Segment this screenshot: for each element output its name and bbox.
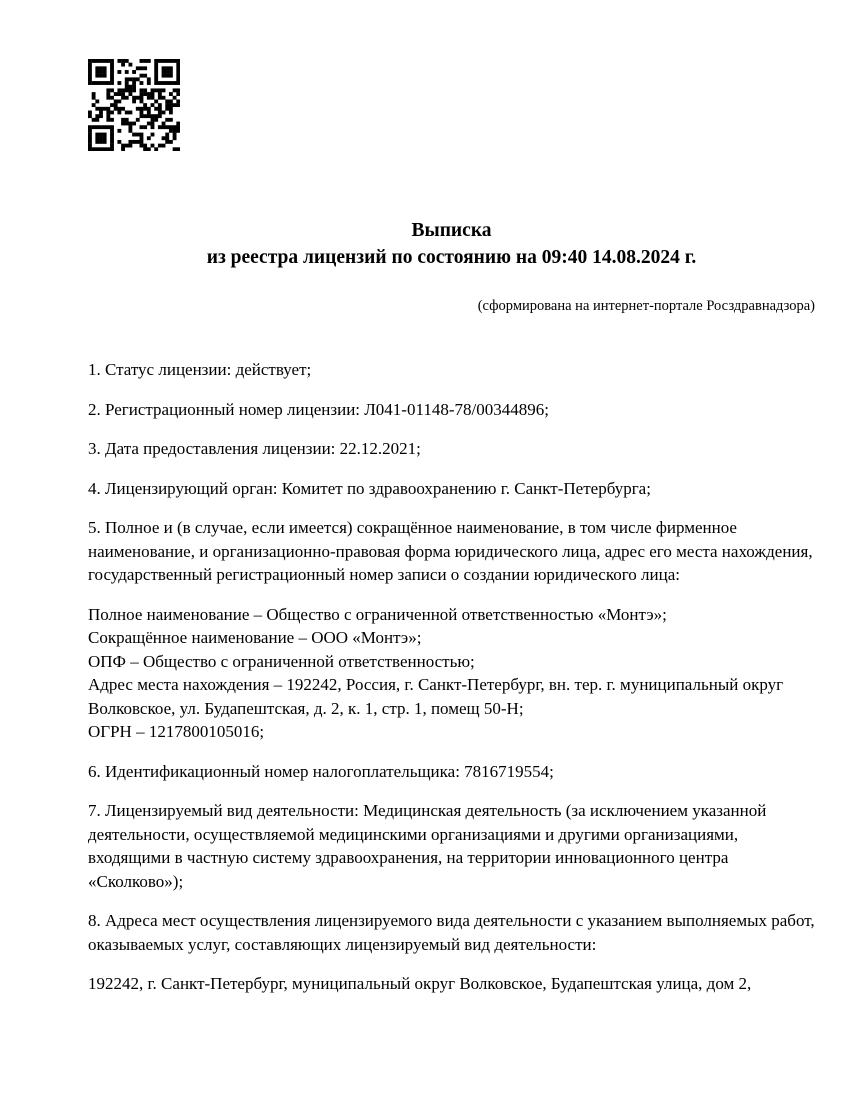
qr-code-icon [88,59,180,151]
item-activity-addresses-heading: 8. Адреса мест осуществления лицензируемого вида деятельности с указанием выполняемых работ, оказываемых услуг, составляющих лицензируемый вид деятельности: [88,911,815,954]
org-short-name: Сокращённое наименование – ООО «Монтэ»; [88,628,422,647]
item-inn: 6. Идентификационный номер налогоплательщика: 7816719554; [88,761,554,781]
document-subtitle: (сформирована на интернет-портале Росздравнадзора) [477,298,815,314]
title-line-1: Выписка [411,220,492,241]
item-licensed-activity: 7. Лицензируемый вид деятельности: Медицинская деятельность (за исключением указанной деятельности, осуществляемой медицинскими организациями и другими организациями, входящими в частную систему здравоохранения, на территории инновационного центра «Сколково»); [88,801,767,891]
org-full-name: Полное наименование – Общество с ограниченной ответственностью «Монтэ»; [88,604,667,624]
item-organization-heading: 5. Полное и (в случае, если имеется) сокращённое наименование, в том числе фирменное наименование, и организационно-правовая форма юридического лица, адрес его места нахождения, государственный регистрационный номер записи о создании юридического лица: [88,518,813,584]
org-opf: ОПФ – Общество с ограниченной ответственностью; [88,651,475,671]
document-title [88,217,815,271]
title-line-2: из реестра лицензий по состоянию на 09:40 14.08.2024 г. [206,247,697,268]
item-licensing-authority: 4. Лицензирующий орган: Комитет по здравоохранению г. Санкт-Петербурга; [88,478,651,498]
qr-code-svg [88,59,180,151]
org-ogrn: ОГРН – 1217800105016; [88,722,265,741]
item-license-status: 1. Статус лицензии: действует; [88,360,312,379]
document-body [88,217,815,1012]
item-grant-date: 3. Дата предоставления лицензии: 22.12.2021; [88,439,421,458]
org-address: Адрес места нахождения – 192242, Россия, г. Санкт-Петербург, вн. тер. г. муниципальный округ Волковское, ул. Будапештская, д. 2, к. 1, стр. 1, помещ 50-Н; [88,675,784,718]
item-activity-address: 192242, г. Санкт-Петербург, муниципальный округ Волковское, Будапештская улица, дом 2, [88,974,752,993]
item-registration-number: 2. Регистрационный номер лицензии: Л041-01148-78/00344896; [88,399,549,419]
organization-details [88,603,815,744]
